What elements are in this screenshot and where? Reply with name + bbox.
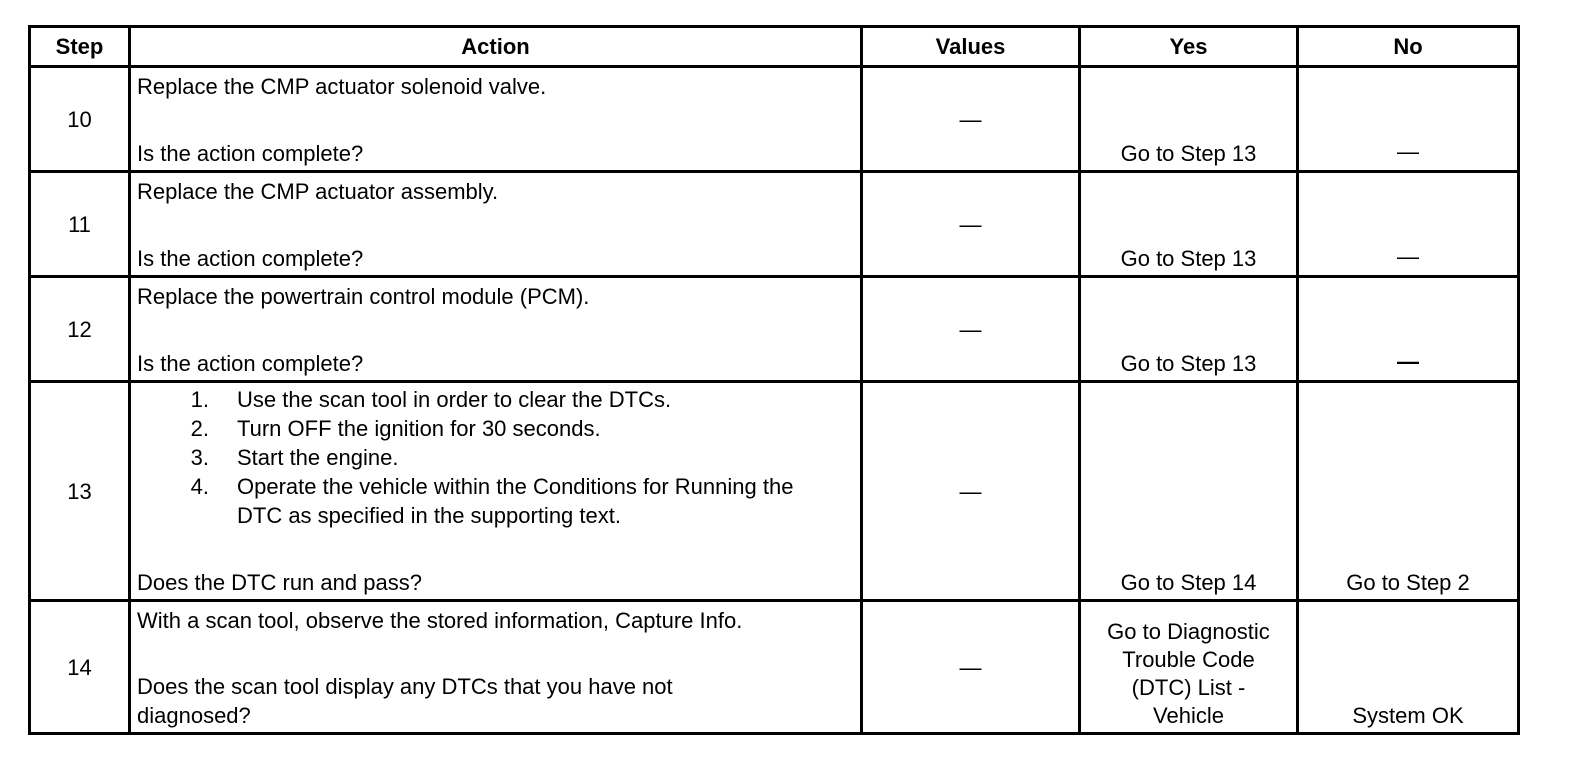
list-item-text: Use the scan tool in order to clear the DTCs.	[237, 387, 672, 412]
no-cell	[1298, 172, 1519, 277]
list-item-number: 4.	[190, 474, 209, 499]
action-cell	[130, 277, 862, 382]
header-row	[30, 27, 1519, 67]
action-text: With a scan tool, observe the stored information, Capture Info.	[137, 608, 743, 633]
list-item-number: 3.	[190, 445, 209, 470]
values-cell: —	[862, 601, 1080, 734]
no-text: System OK	[1352, 703, 1464, 728]
list-item	[137, 414, 860, 443]
list-item	[137, 443, 860, 472]
values-cell: —	[862, 172, 1080, 277]
list-item-text: Start the engine.	[237, 445, 399, 470]
values-cell: —	[862, 382, 1080, 601]
yes-cell	[1080, 67, 1298, 172]
no-cell	[1298, 277, 1519, 382]
table-row	[30, 382, 1519, 601]
table-row	[30, 172, 1519, 277]
no-cell	[1298, 67, 1519, 172]
action-text: Replace the powertrain control module (PCM).	[137, 284, 590, 309]
table-row	[30, 67, 1519, 172]
yes-text: Go to Diagnostic Trouble Code (DTC) List - Vehicle	[1107, 619, 1270, 728]
yes-text: Go to Step 13	[1120, 141, 1257, 166]
values-cell: —	[862, 277, 1080, 382]
header-step: Step	[30, 27, 130, 67]
yes-cell	[1080, 382, 1298, 601]
diagnostic-table	[28, 25, 1520, 735]
step-number: 11	[30, 172, 130, 277]
action-question: Is the action complete?	[137, 246, 364, 271]
action-steps-list	[137, 385, 860, 530]
no-cell	[1298, 382, 1519, 601]
action-question: Does the DTC run and pass?	[137, 570, 422, 595]
list-item	[137, 472, 860, 530]
action-question: Is the action complete?	[137, 141, 364, 166]
list-item-text: Operate the vehicle within the Conditions for Running the DTC as specified in the supporting text.	[237, 474, 794, 528]
header-action: Action	[130, 27, 862, 67]
table-row	[30, 277, 1519, 382]
list-item-number: 1.	[190, 387, 209, 412]
action-question: Is the action complete?	[137, 351, 364, 376]
header-yes: Yes	[1080, 27, 1298, 67]
action-text: Replace the CMP actuator assembly.	[137, 179, 499, 204]
yes-cell	[1080, 601, 1298, 734]
action-cell	[130, 601, 862, 734]
no-text: —	[1397, 349, 1419, 374]
list-item	[137, 385, 860, 414]
table-row	[30, 601, 1519, 734]
action-cell	[130, 382, 862, 601]
list-item-text: Turn OFF the ignition for 30 seconds.	[237, 416, 601, 441]
step-number: 10	[30, 67, 130, 172]
yes-cell	[1080, 172, 1298, 277]
no-text: Go to Step 2	[1346, 570, 1470, 595]
action-cell	[130, 67, 862, 172]
step-number: 13	[30, 382, 130, 601]
no-cell	[1298, 601, 1519, 734]
action-question: Does the scan tool display any DTCs that you have not diagnosed?	[137, 674, 673, 728]
action-cell	[130, 172, 862, 277]
yes-text: Go to Step 13	[1120, 246, 1257, 271]
yes-text: Go to Step 14	[1120, 570, 1257, 595]
list-item-number: 2.	[190, 416, 209, 441]
no-text: —	[1397, 244, 1419, 269]
step-number: 14	[30, 601, 130, 734]
header-values: Values	[862, 27, 1080, 67]
yes-cell	[1080, 277, 1298, 382]
header-no: No	[1298, 27, 1519, 67]
step-number: 12	[30, 277, 130, 382]
yes-text: Go to Step 13	[1120, 351, 1257, 376]
action-text: Replace the CMP actuator solenoid valve.	[137, 74, 547, 99]
values-cell: —	[862, 67, 1080, 172]
no-text: —	[1397, 139, 1419, 164]
